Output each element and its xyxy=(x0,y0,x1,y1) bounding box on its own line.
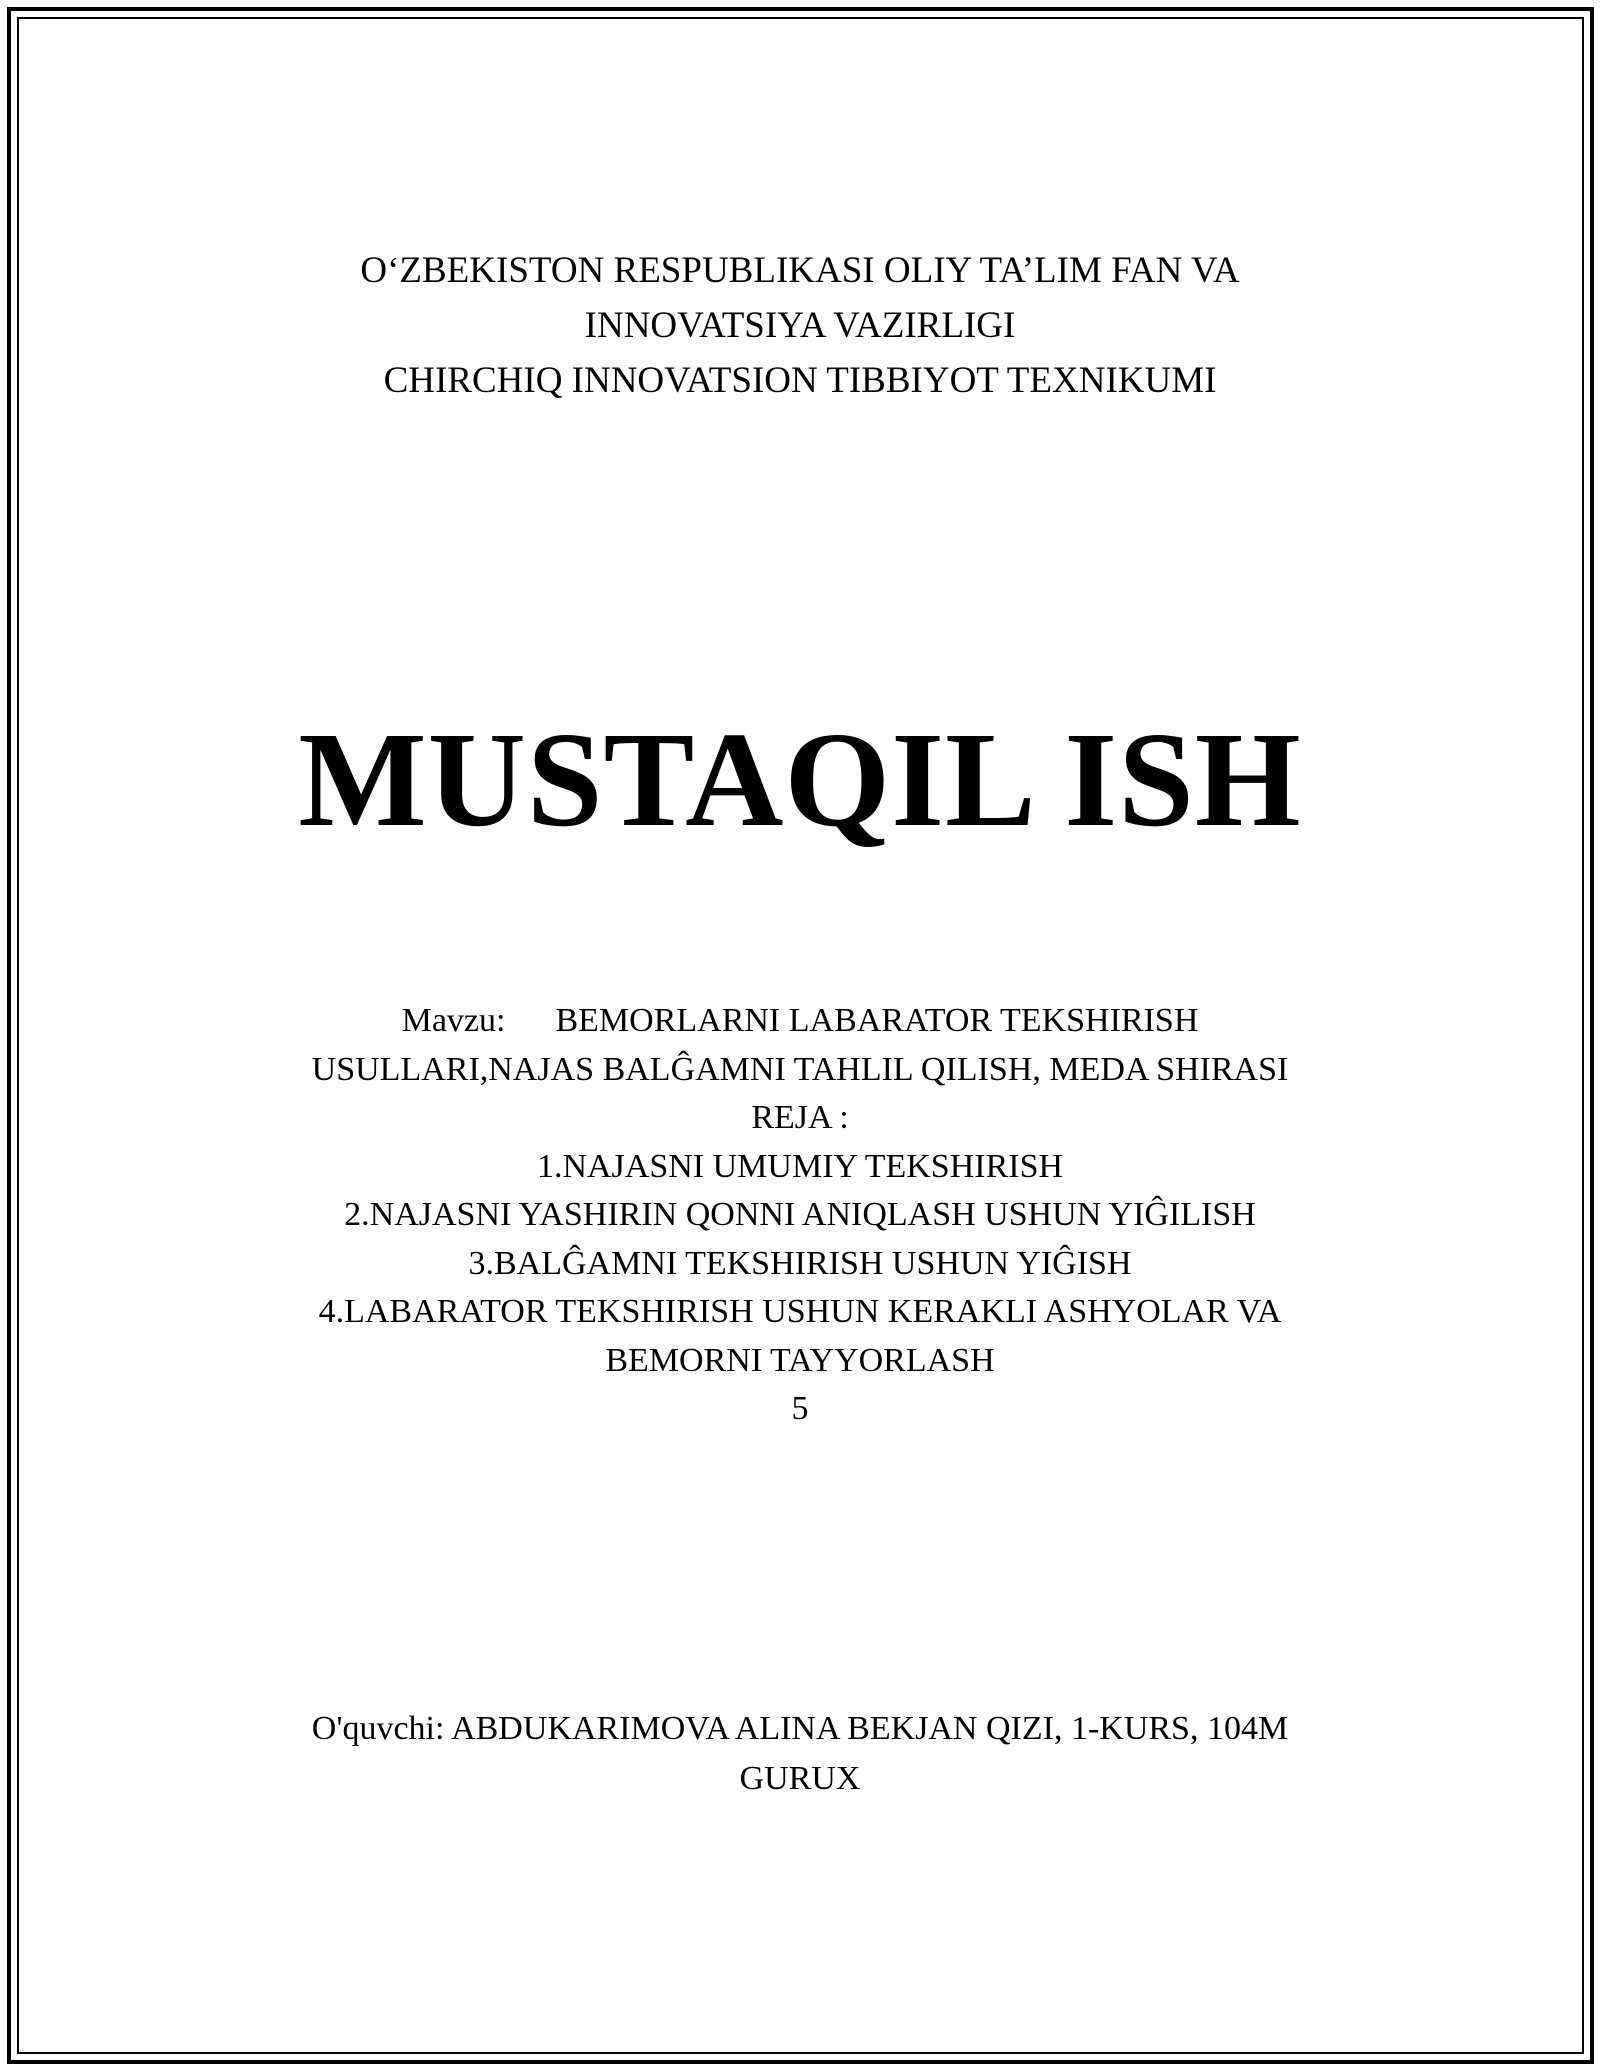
topic-text-1: BEMORLARNI LABARATOR TEKSHIRISH xyxy=(555,1002,1199,1039)
topic-section xyxy=(0,997,1600,1434)
ministry-line-1: O‘ZBEKISTON RESPUBLIKASI OLIY TA’LIM FAN VA xyxy=(360,250,1240,291)
college-name: CHIRCHIQ INNOVATSION TIBBIYOT TEXNIKUMI xyxy=(383,360,1217,401)
institution-header xyxy=(0,243,1600,408)
student-line-2: GURUX xyxy=(739,1760,861,1797)
student-info xyxy=(0,1704,1600,1804)
topic-line-1 xyxy=(0,997,1600,1046)
plan-label: REJA : xyxy=(751,1099,849,1136)
topic-label: Mavzu: xyxy=(401,1002,506,1039)
plan-item: BEMORNI TAYYORLASH xyxy=(605,1341,995,1379)
plan-number: 5 xyxy=(791,1390,809,1427)
plan-item: 2.NAJASNI YASHIRIN QONNI ANIQLASH USHUN YIĜILISH xyxy=(344,1196,1256,1233)
topic-line-2: USULLARI,NAJAS BALĜAMNI TAHLIL QILISH, MEDA SHIRASI xyxy=(311,1050,1289,1088)
ministry-line-2: INNOVATSIYA VAZIRLIGI xyxy=(584,305,1016,346)
student-line-1: O'quvchi: ABDUKARIMOVA ALINA BEKJAN QIZI, 1-KURS, 104M xyxy=(311,1710,1289,1747)
document-title: MUSTAQIL ISH xyxy=(298,705,1302,855)
plan-item: 4.LABARATOR TEKSHIRISH USHUN KERAKLI ASHYOLAR VA xyxy=(318,1293,1282,1330)
plan-item: 1.NAJASNI UMUMIY TEKSHIRISH xyxy=(536,1147,1064,1185)
plan-item: 3.BALĜAMNI TEKSHIRISH USHUN YIĜISH xyxy=(468,1244,1132,1282)
